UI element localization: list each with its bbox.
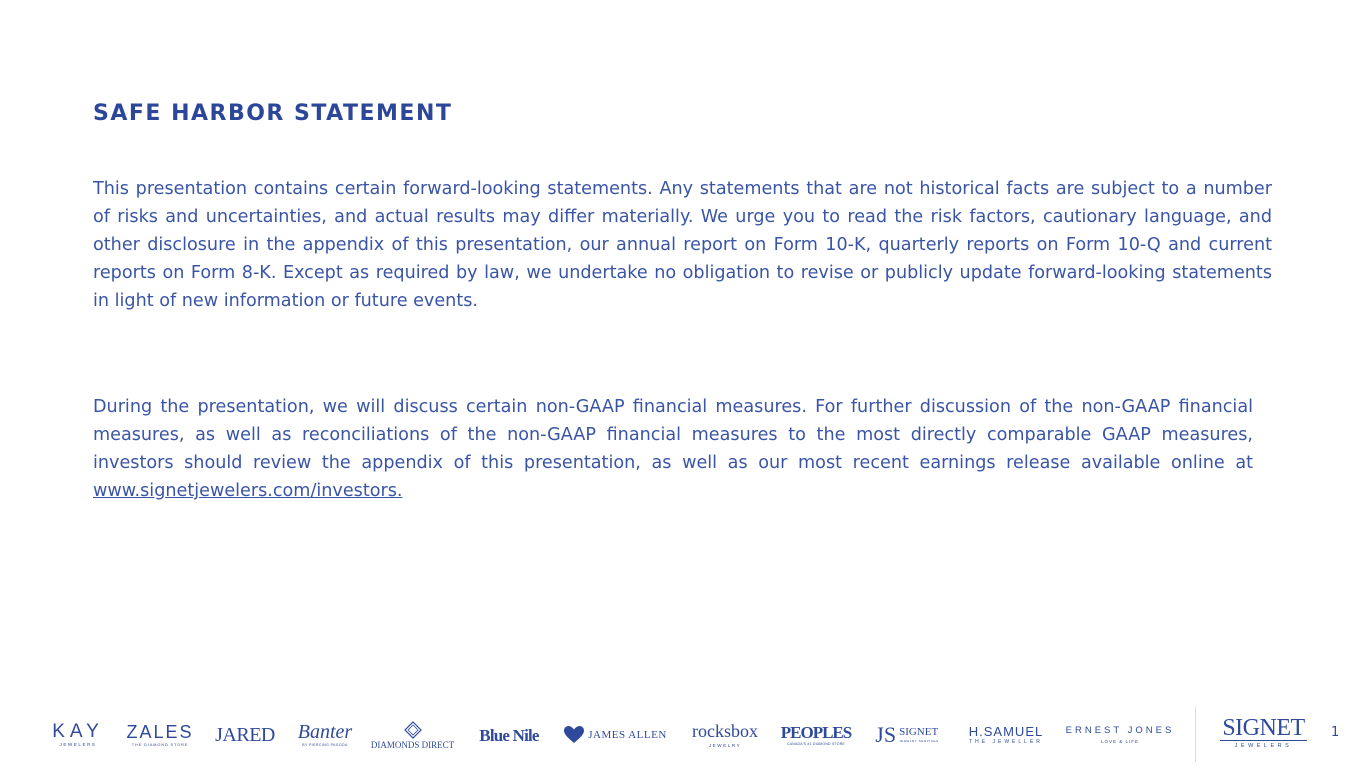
investors-link[interactable]: www.signetjewelers.com/investors. — [93, 481, 403, 501]
non-gaap-paragraph — [93, 393, 1253, 505]
peoples-logo: PEOPLES CANADA'S #1 DIAMOND STORE — [780, 722, 852, 746]
brand-logos-strip — [45, 710, 1185, 760]
footer-divider — [1195, 707, 1196, 762]
page-number: 1 — [1331, 725, 1340, 740]
zales-logo: ZALES THE DIAMOND STORE — [126, 722, 194, 747]
heart-icon — [563, 725, 585, 745]
jared-logo: JARED — [215, 724, 275, 746]
signet-jewelers-logo: SIGNET JEWELERS — [1222, 715, 1305, 750]
diamond-icon — [404, 721, 422, 739]
diamonds-direct-logo: DIAMONDS DIRECT — [370, 710, 455, 760]
page-title: SAFE HARBOR STATEMENT — [93, 101, 453, 126]
rocksbox-logo: rocksbox JEWELRY — [692, 720, 758, 748]
signet-jewelry-services-logo: JS SIGNET JEWELRY SERVICES — [875, 722, 939, 747]
ernest-jones-logo: ERNEST JONES LOVE & LIFE — [1065, 725, 1175, 744]
h-samuel-logo: H.SAMUEL THE JEWELLER — [968, 724, 1044, 745]
kay-logo: KAY JEWELERS — [52, 721, 104, 748]
non-gaap-text: During the presentation, we will discuss certain non-GAAP financial measures. For further discussion of the non-GAAP financial measures, as well as reconciliations of the non-GAAP financial measures to the most directly comparable GAAP measures, investors should review the appendix of this presentation, as well as our most recent earnings release available online at — [93, 397, 1253, 473]
banter-logo: Banter BY PIERCING PAGODA — [297, 721, 353, 748]
blue-nile-logo: Blue Nile — [479, 725, 539, 745]
safe-harbor-paragraph: This presentation contains certain forward-looking statements. Any statements that are not historical facts are subject to a number of risks and uncertainties, and actual results may differ materially. We urge you to read the risk factors, cautionary language, and other disclosure in the appendix of this presentation, our annual report on Form 10-K, quarterly reports on Form 10-Q and current reports on Form 8-K. Except as required by law, we undertake no obligation to revise or publicly update forward-looking statements in light of new information or future events. — [93, 179, 1272, 311]
james-allen-logo: JAMES ALLEN — [563, 710, 667, 760]
